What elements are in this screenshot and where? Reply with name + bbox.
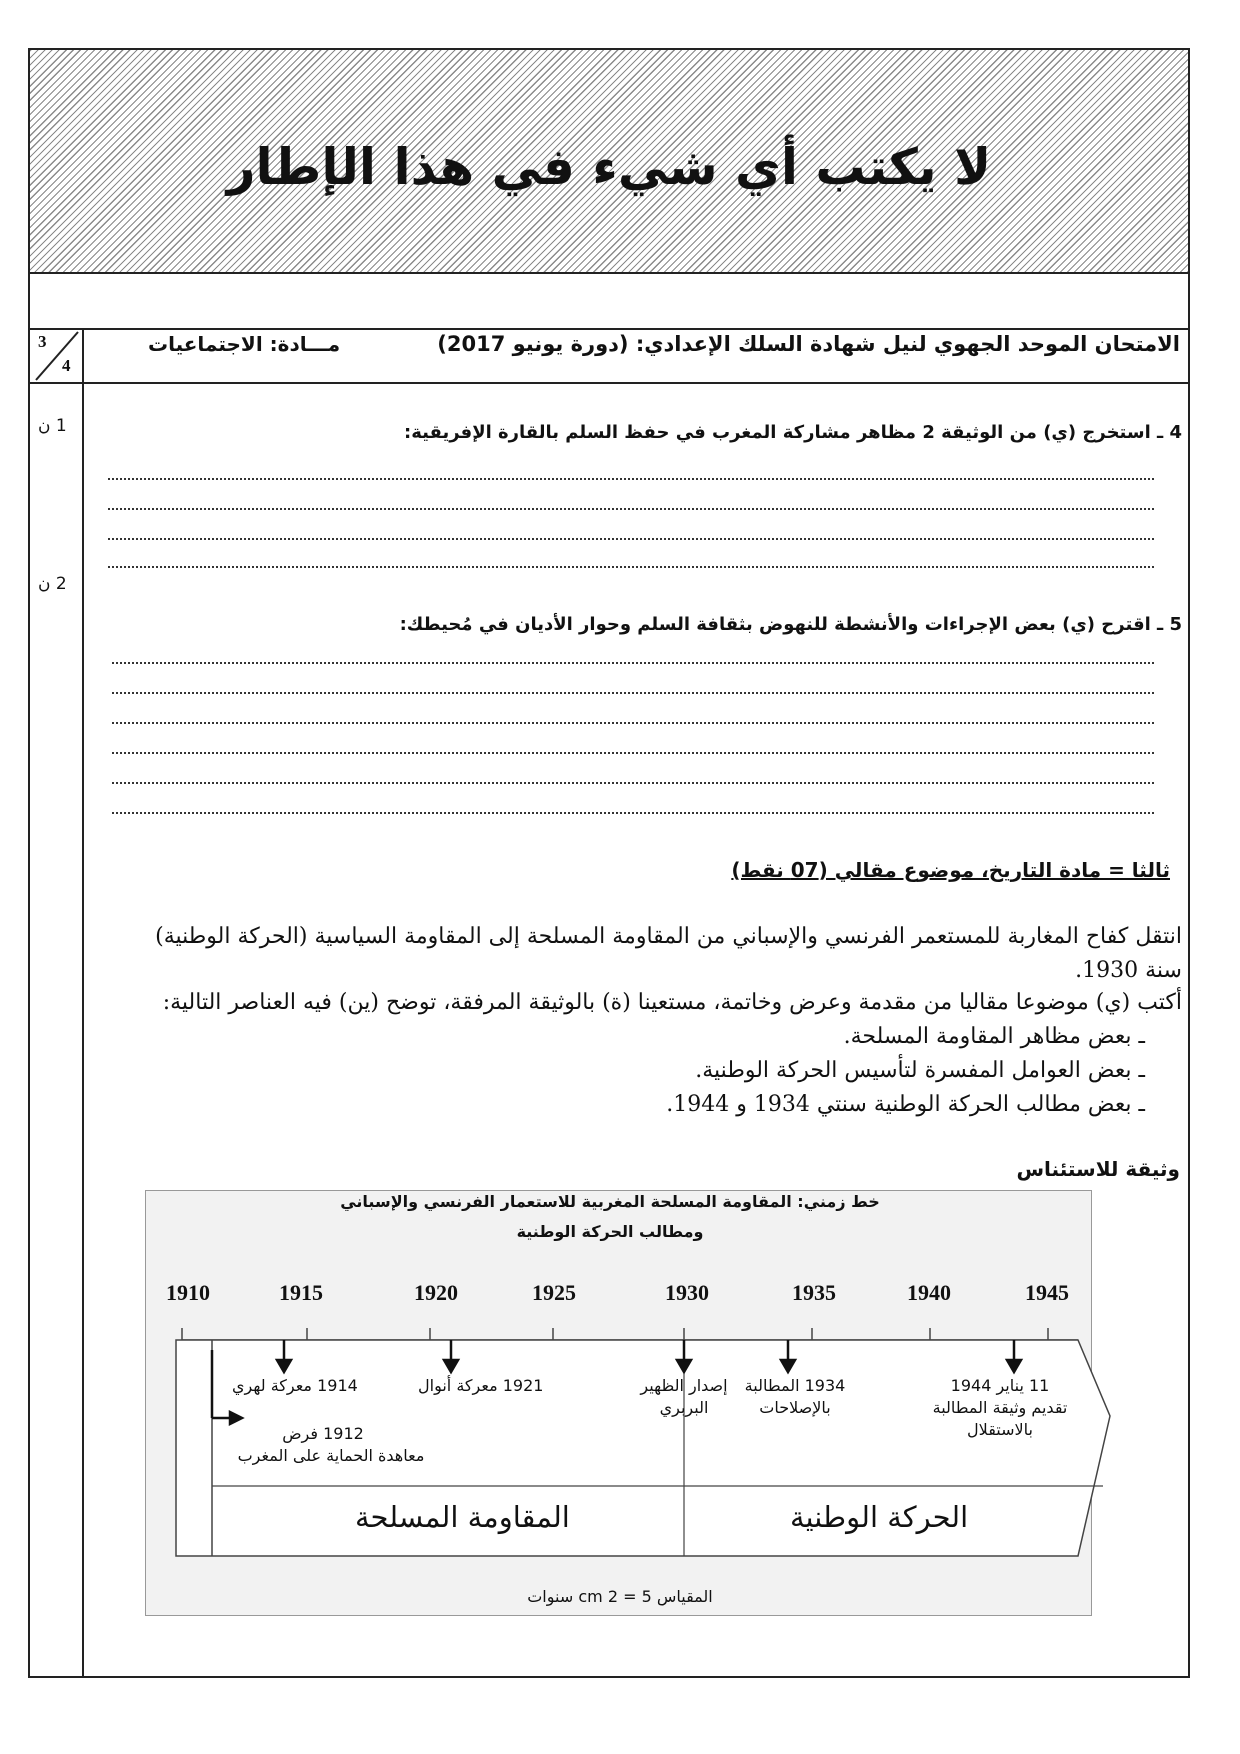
intro-line-2: سنة 1930. xyxy=(1075,958,1182,983)
page-current: 3 xyxy=(38,332,47,351)
essay-element: ـ بعض العوامل المفسرة لتأسيس الحركة الوطنية. xyxy=(695,1058,1145,1083)
essay-instruction: أكتب (ي) موضوعا مقاليا من مقدمة وعرض وخاتمة، مستعينا (ة) بالوثيقة المرفقة، توضح (ين) فيه العناصر التالية: xyxy=(162,990,1182,1015)
year-label: 1920 xyxy=(414,1280,458,1305)
question-4-score: 1 ن xyxy=(38,416,67,436)
page-total: 4 xyxy=(62,356,71,375)
year-label: 1930 xyxy=(665,1280,709,1305)
year-label: 1915 xyxy=(279,1280,323,1305)
timeline-title-line-1: خط زمني: المقاومة المسلحة المغربية للاستعمار الفرنسي والإسباني xyxy=(340,1192,880,1211)
question-5-score: 2 ن xyxy=(38,574,67,594)
event-label: 11 يناير 1944 xyxy=(950,1376,1050,1395)
event-label: تقديم وثيقة المطالبة xyxy=(932,1398,1068,1417)
event-label: بالإصلاحات xyxy=(759,1398,831,1417)
question-5: 5 ـ اقترح (ي) بعض الإجراءات والأنشطة للنهوض بثقافة السلم وحوار الأديان في مُحيطك: xyxy=(399,614,1182,635)
band-national-movement: الحركة الوطنية xyxy=(790,1500,969,1534)
event-label: بالاستقلال xyxy=(967,1420,1033,1439)
timeline-scale: المقياس 5 = 2 cm سنوات xyxy=(527,1587,713,1606)
essay-element: ـ بعض مظاهر المقاومة المسلحة. xyxy=(843,1024,1145,1049)
event-label: 1934 المطالبة xyxy=(744,1376,846,1395)
no-write-warning: لا يكتب أي شيء في هذا الإطار xyxy=(226,138,992,196)
event-label: إصدار الظهير xyxy=(640,1376,728,1395)
event-label: 1914 معركة لهري xyxy=(232,1376,358,1395)
band-armed-resistance: المقاومة المسلحة xyxy=(355,1500,570,1534)
section-history-title: ثالثا = مادة التاريخ، موضوع مقالي (07 نقط) xyxy=(731,858,1170,882)
protectorate-label: معاهدة الحماية على المغرب xyxy=(237,1446,425,1465)
document-label: وثيقة للاستئناس xyxy=(1016,1157,1180,1181)
event-label: 1921 معركة أنوال xyxy=(418,1376,544,1395)
protectorate-label: 1912 فرض xyxy=(282,1424,364,1443)
exam-title: الامتحان الموحد الجهوي لنيل شهادة السلك الإعدادي: (دورة يونيو 2017) xyxy=(437,332,1180,356)
timeline-title-line-2: ومطالب الحركة الوطنية xyxy=(516,1222,704,1241)
year-label: 1910 xyxy=(166,1280,210,1305)
event-label: البربري xyxy=(659,1398,709,1417)
intro-line-1: انتقل كفاح المغاربة للمستعمر الفرنسي والإسباني من المقاومة المسلحة إلى المقاومة السياسية (الحركة الوطنية) xyxy=(155,924,1182,949)
year-label: 1940 xyxy=(907,1280,951,1305)
year-label: 1935 xyxy=(792,1280,836,1305)
year-label: 1945 xyxy=(1025,1280,1069,1305)
exam-subject: مـــادة: الاجتماعيات xyxy=(148,332,341,356)
year-label: 1925 xyxy=(532,1280,576,1305)
essay-element: ـ بعض مطالب الحركة الوطنية سنتي 1934 و 1944. xyxy=(666,1092,1145,1117)
question-4: 4 ـ استخرج (ي) من الوثيقة 2 مظاهر مشاركة المغرب في حفظ السلم بالقارة الإفريقية: xyxy=(404,422,1182,443)
